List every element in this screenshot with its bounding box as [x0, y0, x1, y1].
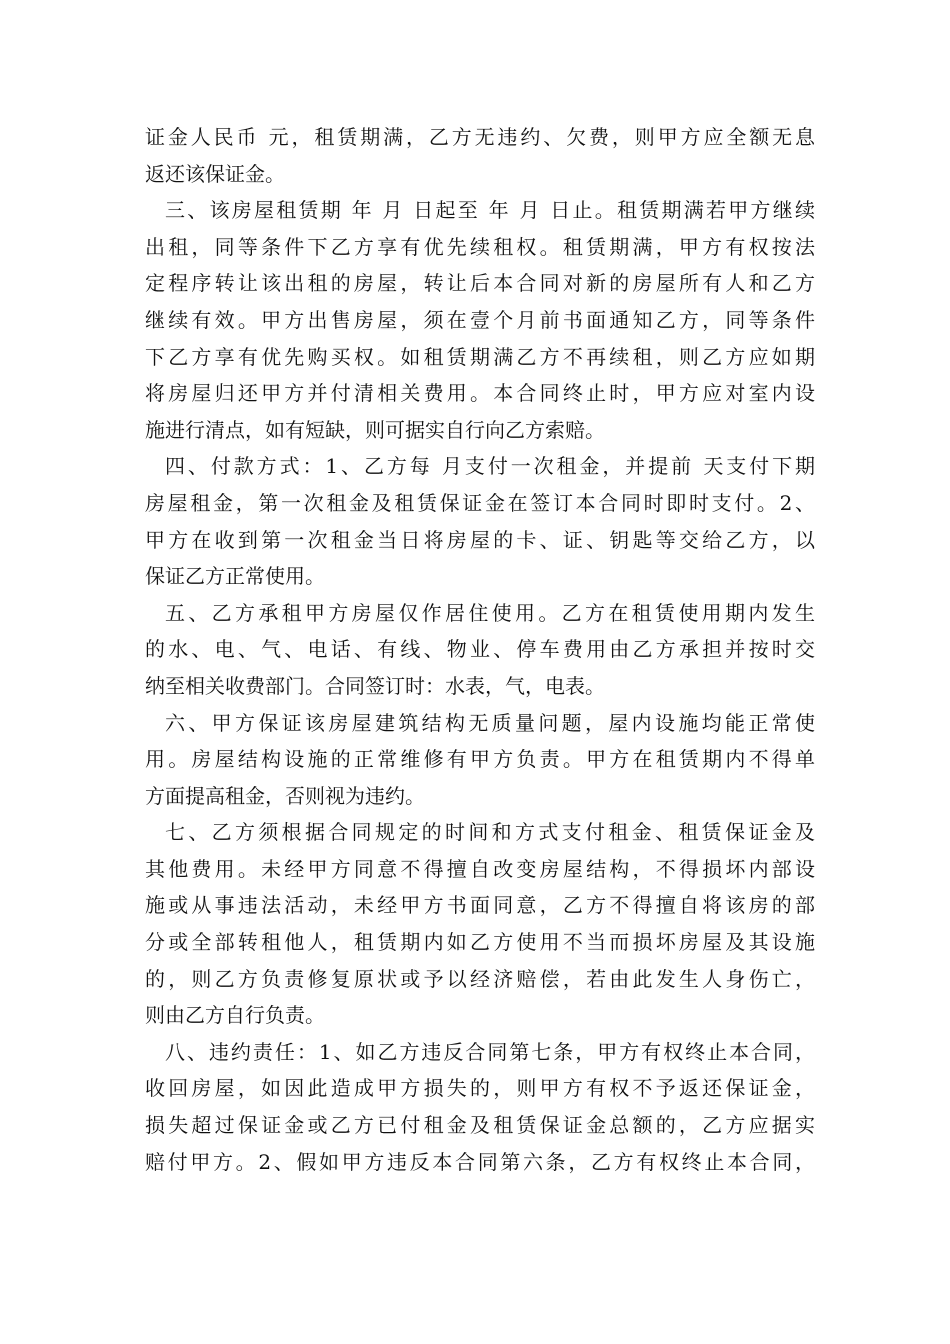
- text-line: 纳至相关收费部门。合同签订时：水表，气，电表。: [145, 673, 605, 698]
- text-line: 分或全部转租他人，租赁期内如乙方使用不当而损坏房屋及其设施: [145, 930, 815, 955]
- text-line: 收回房屋，如因此造成甲方损失的，则甲方有权不予返还保证金，: [145, 1076, 815, 1101]
- text-line: 用。房屋结构设施的正常维修有甲方负责。甲方在租赁期内不得单: [145, 747, 815, 772]
- text-line: 证金人民币 元，租赁期满，乙方无违约、欠费，则甲方应全额无息: [145, 125, 815, 149]
- text-line: 赔付甲方。2、假如甲方违反本合同第六条，乙方有权终止本合同，: [145, 1149, 815, 1174]
- text-line: 的水、电、气、电话、有线、物业、停车费用由乙方承担并按时交: [145, 637, 815, 662]
- text-line: 保证乙方正常使用。: [145, 564, 325, 589]
- text-line: 六、甲方保证该房屋建筑结构无质量问题，屋内设施均能正常使: [165, 710, 815, 735]
- text-line: 将房屋归还甲方并付清相关费用。本合同终止时，甲方应对室内设: [145, 381, 815, 406]
- text-line: 方面提高租金，否则视为违约。: [145, 783, 425, 808]
- text-line: 甲方在收到第一次租金当日将房屋的卡、证、钥匙等交给乙方，以: [145, 527, 815, 552]
- text-line: 则由乙方自行负责。: [145, 1003, 325, 1028]
- text-line: 施进行清点，如有短缺，则可据实自行向乙方索赔。: [145, 417, 605, 442]
- text-line: 三、该房屋租赁期 年 月 日起至 年 月 日止。租赁期满若甲方继续: [165, 198, 815, 223]
- text-line: 七、乙方须根据合同规定的时间和方式支付租金、租赁保证金及: [165, 820, 815, 845]
- text-line: 八、违约责任：1、如乙方违反合同第七条，甲方有权终止本合同，: [165, 1039, 815, 1064]
- text-line: 继续有效。甲方出售房屋，须在壹个月前书面通知乙方，同等条件: [145, 307, 815, 332]
- text-line: 房屋租金，第一次租金及租赁保证金在签订本合同时即时支付。2、: [145, 490, 815, 515]
- text-line: 四、付款方式：1、乙方每 月支付一次租金，并提前 天支付下期: [165, 454, 815, 479]
- contract-body-text: [145, 119, 815, 1180]
- text-line: 出租，同等条件下乙方享有优先续租权。租赁期满，甲方有权按法: [145, 234, 815, 259]
- text-line: 其他费用。未经甲方同意不得擅自改变房屋结构，不得损坏内部设: [145, 856, 815, 881]
- text-line: 定程序转让该出租的房屋，转让后本合同对新的房屋所有人和乙方: [145, 271, 815, 296]
- text-line: 施或从事违法活动，未经甲方书面同意，乙方不得擅自将该房的部: [145, 893, 815, 918]
- text-line: 五、乙方承租甲方房屋仅作居住使用。乙方在租赁使用期内发生: [165, 600, 815, 625]
- text-line: 损失超过保证金或乙方已付租金及租赁保证金总额的，乙方应据实: [145, 1113, 815, 1138]
- text-line: 返还该保证金。: [145, 161, 285, 186]
- text-line: 的，则乙方负责修复原状或予以经济赔偿，若由此发生人身伤亡，: [145, 966, 815, 991]
- text-line: 下乙方享有优先购买权。如租赁期满乙方不再续租，则乙方应如期: [145, 344, 815, 369]
